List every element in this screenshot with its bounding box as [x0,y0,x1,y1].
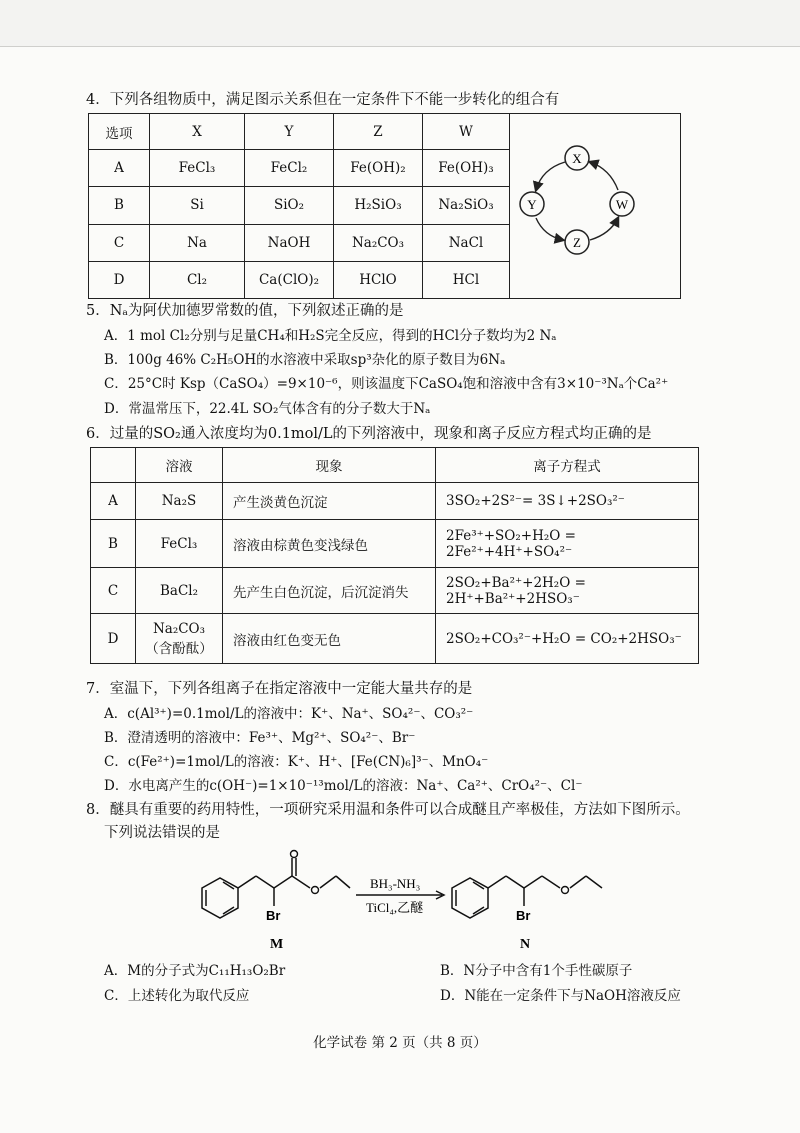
q7-option-b: B．澄清透明的溶液中：Fe³⁺、Mg²⁺、SO₄²⁻、Br⁻ [104,730,416,746]
q8-option-a: A．M的分子式为C₁₁H₁₃O₂Br [104,963,286,979]
q6-stem: 6．过量的SO₂通入浓度均为0.1mol/L的下列溶液中，现象和离子反应方程式均正确的是 [86,426,652,442]
q5-option-a: A．1 mol Cl₂分别与足量CH₄和H₂S完全反应，得到的HCl分子数均为2 Nₐ [104,328,557,344]
cell-line: Na₂CO₃ [152,620,206,637]
cell: FeCl₃ [150,150,245,187]
q5-option-d: D．常温常压下，22.4L SO₂气体含有的分子数大于Nₐ [104,401,431,417]
q7-stem: 7．室温下，下列各组离子在指定溶液中一定能大量共存的是 [86,681,473,697]
arrow-x-to-y [536,162,565,190]
arrow-z-to-w [590,218,618,240]
cell: H₂SiO₃ [334,187,423,224]
reagent-top: BH₃-NH₃ [370,876,421,891]
q8-option-c: C．上述转化为取代反应 [104,988,250,1004]
cell: A [89,150,150,187]
cell: 2SO₂+Ba²⁺+2H₂O = 2H⁺+Ba²⁺+2HSO₃⁻ [436,568,699,614]
q6-row-b [91,520,699,568]
q4-table [88,113,681,299]
n-label: N [520,937,531,952]
node-x-label: X [572,151,582,166]
q4-header-option: 选项 [89,114,150,150]
node-z-label: Z [573,235,581,250]
node-w-label: W [615,197,629,212]
m-label: M [270,937,284,952]
q6-header-phenomenon: 现象 [223,448,436,483]
cell: C [89,224,150,261]
m-bromine-label: Br [266,908,281,923]
q6-header-blank [91,448,136,483]
cell: Na [150,224,245,261]
cell: FeCl₂ [245,150,334,187]
xyzw-cycle-diagram [510,114,680,294]
cell-note: （含酚酞） [145,640,213,657]
cell: NaCl [423,224,510,261]
q4-header-w: W [423,114,510,150]
cell: HCl [423,261,510,298]
cell: Fe(OH)₂ [334,150,423,187]
q8-option-b: B．N分子中含有1个手性碳原子 [440,963,633,979]
benzene-ring-n [452,878,488,918]
q7-option-a: A．c(Al³⁺)=0.1mol/L的溶液中：K⁺、Na⁺、SO₄²⁻、CO₃²⁻ [104,706,474,722]
q4-header-x: X [150,114,245,150]
cell: FeCl₃ [136,520,223,568]
cell: 溶液由红色变无色 [223,614,436,664]
q4-diagram-cell [510,114,681,299]
m-side-chain [238,858,350,906]
arrow-y-to-z [536,218,563,240]
cell: Si [150,187,245,224]
carbonyl-oxygen [291,851,298,858]
cell: 先产生白色沉淀，后沉淀消失 [223,568,436,614]
cell: 产生淡黄色沉淀 [223,483,436,520]
cell: BaCl₂ [136,568,223,614]
arrow-w-to-x [590,162,618,190]
cell: NaOH [245,224,334,261]
cell: HClO [334,261,423,298]
benzene-ring-m [202,878,238,918]
page-footer: 化学试卷 第 2 页（共 8 页） [313,1035,487,1051]
q4-stem: 4．下列各组物质中，满足图示关系但在一定条件下不能一步转化的组合有 [86,92,560,108]
q5-option-b: B．100g 46% C₂H₅OH的水溶液中采取sp³杂化的原子数目为6Nₐ [104,352,506,368]
q6-row-a [91,483,699,520]
cell: D [91,614,136,664]
q8-stem: 8．醚具有重要的药用特性，一项研究采用温和条件可以合成醚且产率极佳，方法如下图所示。 [86,802,690,818]
cell: Fe(OH)₃ [423,150,510,187]
cell: Na₂S [136,483,223,520]
q8-option-d: D．N能在一定条件下与NaOH溶液反应 [440,988,681,1004]
q4-header-y: Y [245,114,334,150]
cell: C [91,568,136,614]
q6-row-d [91,614,699,664]
q6-table [90,447,699,664]
q5-option-c: C．25°C时 Ksp（CaSO₄）=9×10⁻⁶，则该温度下CaSO₄饱和溶液中含有3×10⁻³Nₐ个Ca²⁺ [104,376,669,392]
q7-option-c: C．c(Fe²⁺)=1mol/L的溶液：K⁺、H⁺、[Fe(CN)₆]³⁻、MnO₄⁻ [104,754,489,770]
node-y-label: Y [527,197,537,212]
q4-header-z: Z [334,114,423,150]
cell [136,614,223,664]
cell: 3SO₂+2S²⁻= 3S↓+2SO₃²⁻ [436,483,699,520]
q6-header-solution: 溶液 [136,448,223,483]
cell: SiO₂ [245,187,334,224]
cell: B [89,187,150,224]
cell: Cl₂ [150,261,245,298]
reagent-bottom: TiCl₄,乙醚 [366,900,424,915]
cell: Ca(ClO)₂ [245,261,334,298]
ester-oxygen [312,887,319,894]
q6-row-c [91,568,699,614]
q7-option-d: D．水电离产生的c(OH⁻)=1×10⁻¹³mol/L的溶液：Na⁺、Ca²⁺、CrO₄²⁻、Cl⁻ [104,778,583,794]
q6-header-equation: 离子方程式 [436,448,699,483]
q8-reaction-scheme [190,848,620,958]
cell: Na₂CO₃ [334,224,423,261]
cell: 溶液由棕黄色变浅绿色 [223,520,436,568]
cell: D [89,261,150,298]
cell: 2Fe³⁺+SO₂+H₂O = 2Fe²⁺+4H⁺+SO₄²⁻ [436,520,699,568]
cell: 2SO₂+CO₃²⁻+H₂O = CO₂+2HSO₃⁻ [436,614,699,664]
q5-stem: 5．Nₐ为阿伏加德罗常数的值，下列叙述正确的是 [86,303,404,319]
cell: B [91,520,136,568]
ether-oxygen [562,887,569,894]
cell: A [91,483,136,520]
n-side-chain [488,876,602,906]
n-bromine-label: Br [516,908,531,923]
q8-stem2: 下列说法错误的是 [104,825,220,841]
cell: Na₂SiO₃ [423,187,510,224]
